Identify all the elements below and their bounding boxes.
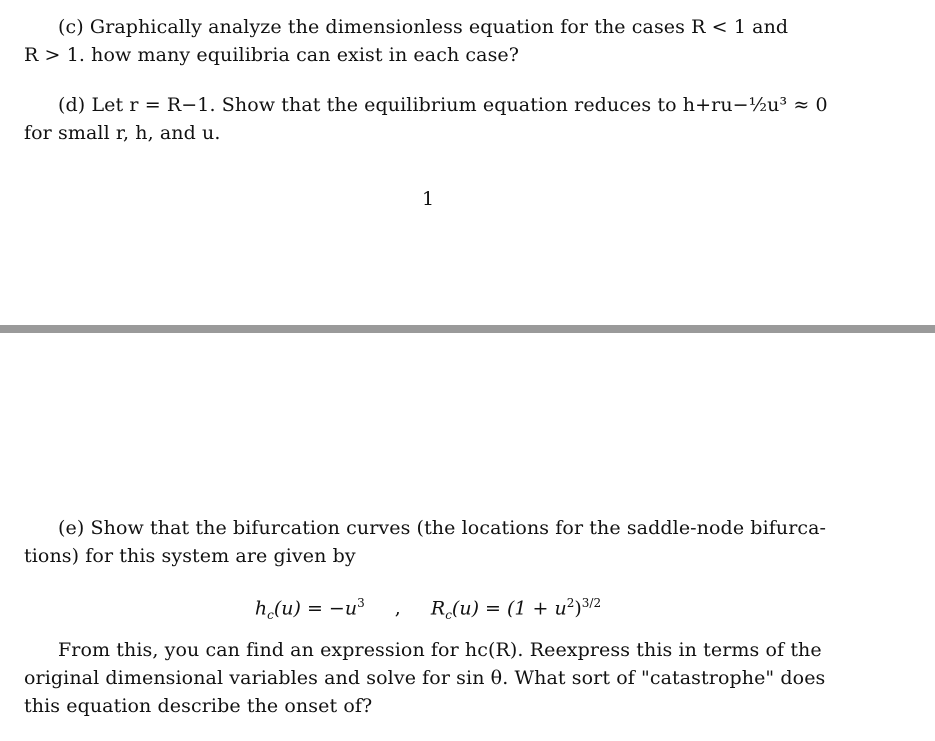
part-d-line-1: Let r = R−1. Show that the equilibrium equation reduces to h+ru−½u³ ≈ 0 [91, 94, 828, 116]
part-e-line-2: tions) for this system are given by [24, 545, 356, 567]
part-e-line-1: Show that the bifurcation curves (the locations for the saddle-node bifurca- [90, 517, 827, 539]
followup-line-2: original dimensional variables and solve for sin θ. What sort of "catastrophe" does [24, 667, 826, 689]
page-number: 1 [421, 188, 435, 210]
eq-left-fn: h [254, 597, 268, 620]
part-c-paragraph [24, 13, 834, 69]
followup-line-1: From this, you can find an expression for hc(R). Reexpress this in terms of the [58, 639, 822, 661]
eq-right-close: ) [574, 597, 582, 620]
eq-right-arg: (u) = (1 + u [451, 597, 567, 620]
followup-paragraph [24, 636, 834, 720]
eq-left-sub: c [267, 608, 274, 623]
eq-right-sub: c [445, 608, 452, 623]
eq-right-exp: 3/2 [581, 596, 602, 610]
part-d-label: (d) [58, 94, 86, 116]
part-c-label: (c) [58, 16, 84, 38]
eq-left-arg: (u) = −u [273, 597, 358, 620]
followup-line-3: this equation describe the onset of? [24, 695, 373, 717]
part-c-line-1: Graphically analyze the dimensionless equation for the cases R < 1 and [89, 16, 789, 38]
bifurcation-equation [0, 596, 856, 622]
part-d-paragraph [24, 91, 834, 147]
page-divider [0, 325, 935, 333]
eq-separator: , [394, 597, 401, 620]
eq-left-exp: 3 [357, 596, 365, 610]
eq-right-inner-exp: 2 [566, 596, 575, 610]
part-e-label: (e) [58, 517, 85, 539]
part-d-line-2: for small r, h, and u. [24, 122, 221, 144]
part-e-paragraph [24, 514, 834, 570]
part-c-line-2: R > 1. how many equilibria can exist in each case? [24, 44, 520, 66]
eq-right-fn: R [430, 597, 446, 620]
